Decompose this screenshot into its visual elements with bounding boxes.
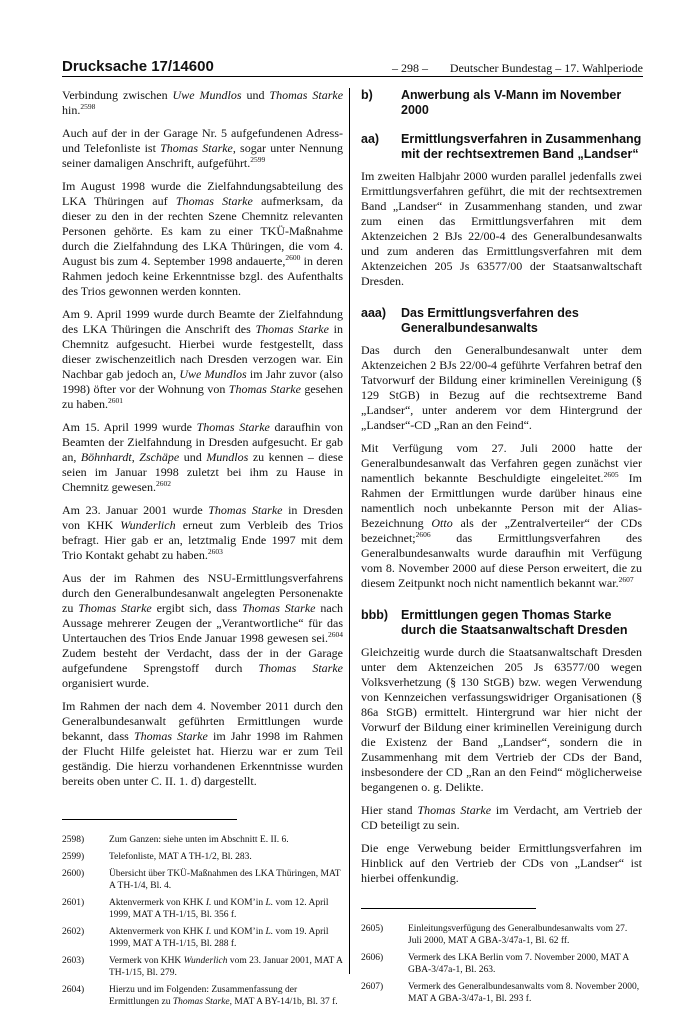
footnote-number: 2607) — [361, 982, 384, 992]
heading-text: Ermittlungen gegen Thomas Starke durch die Staatsanwaltschaft Dresden — [401, 608, 628, 637]
footnote-text: Vermerk von KHK Wunderlich vom 23. Januar 2001, MAT A TH-1/15, Bl. 279. — [109, 956, 343, 978]
paragraph: Gleichzeitig wurde durch die Staatsanwaltschaft Dresden unter dem Aktenzeichen 205 Js 63577/00 wegen Volksverhetzung (§ 130 StGB) bzw. wegen Verwendung von Kennzeichen verfassungswidriger Organisationen (§ 86a StGB) ermittelt. Hintergrund war hier nicht der Vorwurf der Bildung einer kriminellen Vereinigung durch die Existenz der Band „Landser“, sondern die in Zusammenhang mit dem Vertrieb der CDs der Band, insbesondere der CD „Ran an den Feind“ möglicherweise begangenen o. g. Delikte. — [361, 645, 642, 794]
right-column — [361, 88, 642, 1010]
paragraph: Verbindung zwischen Uwe Mundlos und Thomas Starke hin.$^{2598}$ — [62, 88, 344, 117]
paragraph: Aus der im Rahmen des NSU-Ermittlungsverfahrens durch den Generalbundesanwalt angelegten Personenakte zu Thomas Starke ergibt sich, dass Thomas Starke nach Aussage mehrerer Zeugen der „Verantwortliche“ für das Untertauchen des Trios Ende Januar 1998 gewesen sei.$^{2604}$ Zudem besteht der Verdacht, dass der in der Garage aufgefundene Sprengstoff durch Thomas Starke organisiert wurde. — [62, 571, 343, 690]
footnote-number: 2598) — [62, 835, 85, 845]
footnote-text: Telefonliste, MAT A TH-1/2, Bl. 283. — [109, 852, 252, 862]
footnote-number: 2600) — [62, 869, 85, 879]
footnote — [62, 868, 343, 892]
section-heading-aaa — [361, 306, 642, 336]
paragraph: Hier stand Thomas Starke im Verdacht, am Vertrieb der CD beteiligt zu sein. — [361, 803, 642, 832]
footnote — [62, 984, 343, 1008]
footnote-text: Zum Ganzen: siehe unten im Abschnitt E. II. 6. — [109, 835, 289, 845]
footnote — [62, 834, 343, 846]
paragraph: Auch auf der in der Garage Nr. 5 aufgefundenen Adress- und Telefonliste ist Thomas Starke, sogar unter Nennung seiner damaligen Anschrift, aufgeführt.$^{2599}$ — [62, 126, 343, 170]
paragraph: Das durch den Generalbundesanwalt unter dem Aktenzeichen 2 BJs 22/00-4 geführte Verfahren betraf den Tatvorwurf der Bildung einer kriminellen Vereinigung (§ 129 StGB) in Bezug auf die rechtsextreme Band „Landser“, unter anderem vor dem Hintergrund der „Landser“-CD „Ran an den Feind“. — [361, 343, 642, 432]
footnote-text: Übersicht über TKÜ-Maßnahmen des LKA Thüringen, MAT A TH-1/4, Bl. 4. — [109, 869, 341, 891]
paragraph: Die enge Verwebung beider Ermittlungsverfahren im Hinblick auf den Vertrieb der CDs von „Landser“ ist hierbei offenkundig. — [361, 841, 642, 885]
heading-text: Das Ermittlungsverfahren des Generalbundesanwalts — [401, 306, 579, 335]
page-header — [62, 58, 643, 78]
paragraph: Mit Verfügung vom 27. Juli 2000 hatte der Generalbundesanwalt das Verfahren gegen zunächst vier namentlich bekannte Beschuldigte eingeleitet.$^{2605}$ Im Rahmen der Ermittlungen wurde darüber hinaus eine namentlich noch unbekannte Person mit der Alias-Bezeichnung Otto als der „Zentralverteiler“ der CDs bezeichnet;$^{2606}$ das Ermittlungsverfahren des Generalbundesanwalts wurde daraufhin mit Verfügung vom 8. November 2000 auf diese Person erweitert, die zu diesem Zeitpunkt noch nicht namentlich bekannt war.$^{2607}$ — [361, 441, 642, 590]
footnote-text: Einleitungsverfügung des Generalbundesanwalts vom 27. Juli 2000, MAT A GBA-3/47a-1, Bl. 62 ff. — [408, 924, 628, 946]
heading-text: Anwerbung als V-Mann im November 2000 — [401, 88, 622, 117]
document-number: Drucksache 17/14600 — [62, 58, 214, 75]
footnote-number: 2601) — [62, 898, 85, 908]
footnote-text: Aktenvermerk von KHK I. und KOM’in L. vom 12. April 1999, MAT A TH-1/15, Bl. 356 f. — [109, 898, 329, 920]
footnote — [361, 952, 642, 976]
footnote-text: Hierzu und im Folgenden: Zusammenfassung der Ermittlungen zu Thomas Starke, MAT A BY-14/1b, Bl. 37 f. — [109, 985, 338, 1007]
heading-label: bbb) — [361, 608, 389, 622]
footnote-text: Aktenvermerk von KHK I. und KOM’in L. vom 19. April 1999, MAT A TH-1/15, Bl. 288 f. — [109, 927, 329, 949]
page-number: – 298 – — [392, 61, 428, 75]
footnote-number: 2603) — [62, 956, 85, 966]
paragraph: Im August 1998 wurde die Zielfahndungsabteilung des LKA Thüringen auf Thomas Starke aufmerksam, da dieser zu den in der rechten Szene Chemnitz relevanten Personen gehörte. Es kam zu einer TKÜ-Maßnahme durch die Zielfahndung des LKA Thüringen, die vom 4. August bis zum 4. September 1998 andauerte,$^{2600}$ in deren Rahmen jedoch keine Erkenntnisse bzgl. des Aufenthalts des Trios gewonnen werden konnten. — [62, 179, 343, 298]
paragraph: Am 15. April 1999 wurde Thomas Starke daraufhin von Beamten der Zielfahndung in Dresden aufgesucht. Er gab an, Böhnhardt, Zschäpe und Mundlos zu kennen – diese seien im Januar 1998 zuletzt bei ihm zu Hause in Chemnitz gewesen.$^{2602}$ — [62, 420, 344, 494]
footnote-number: 2604) — [62, 985, 85, 995]
footnote-rule — [361, 908, 536, 909]
paragraph: Am 9. April 1999 wurde durch Beamte der Zielfahndung des LKA Thüringen die Anschrift des Thomas Starke in Chemnitz aufgesucht. Hierbei wurde festgestellt, dass dieser zwischenzeitlich nach Dresden verzogen war. Ein Nachbar gab jedoch an, Uwe Mundlos im Jahr zuvor (also 1998) öfter vor der Wohnung von Thomas Starke gesehen zu haben.$^{2601}$ — [62, 307, 344, 411]
paragraph: Im Rahmen der nach dem 4. November 2011 durch den Generalbundesanwalt geführten Ermittlungen wurde bekannt, dass Thomas Starke im Jahr 1998 im Rahmen der Flucht Hilfe geleistet hat. Hierzu war er zum Teil geständig. Die hierzu vorhandenen Erkenntnisse wurden bereits oben unter C. II. 1. d) dargestellt. — [62, 699, 344, 788]
footnote-number: 2599) — [62, 852, 85, 862]
footnote-number: 2605) — [361, 924, 384, 934]
footnote — [361, 923, 642, 947]
paragraph: Am 23. Januar 2001 wurde Thomas Starke in Dresden von KHK Wunderlich erneut zum Verbleib des Trios befragt. Hier gab er an, letztmalig Ende 1997 mit dem Trio Kontakt gehabt zu haben.$^{2603}$ — [62, 503, 344, 562]
header-rule — [62, 76, 643, 77]
left-column — [62, 88, 343, 1013]
footnote — [62, 926, 343, 950]
footnote-text: Vermerk des LKA Berlin vom 7. November 2000, MAT A GBA-3/47a-1, Bl. 263. — [408, 953, 629, 975]
section-heading-b — [361, 88, 642, 118]
section-heading-bbb — [361, 608, 642, 638]
footnote — [62, 897, 343, 921]
footnote — [361, 981, 642, 1005]
footnote — [62, 851, 343, 863]
footnote-number: 2606) — [361, 953, 384, 963]
publisher-period: Deutscher Bundestag – 17. Wahlperiode — [449, 61, 643, 75]
heading-text: Ermittlungsverfahren in Zusammenhang mit der rechtsextremen Band „Landser“ — [401, 132, 642, 161]
heading-label: aaa) — [361, 306, 387, 320]
column-divider — [349, 88, 350, 974]
paragraph: Im zweiten Halbjahr 2000 wurden parallel jedenfalls zwei Ermittlungsverfahren geführt, die mit der rechtsextremen Band „Landser“ in Zusammenhang standen, und zwar zum einen das Ermittlungsverfahren mit dem Aktenzeichen 2 BJs 22/00-4 des Generalbundesanwalts und zum anderen das Ermittlungsverfahren mit dem Aktenzeichen 205 Js 63577/00 der Staatsanwaltschaft Dresden. — [361, 169, 642, 288]
heading-label: b) — [361, 88, 373, 102]
section-heading-aa — [361, 132, 642, 162]
footnote-text: Vermerk des Generalbundesanwalts vom 8. November 2000, MAT A GBA-3/47a-1, Bl. 293 f. — [408, 982, 640, 1004]
footnote-rule — [62, 819, 237, 820]
heading-label: aa) — [361, 132, 380, 146]
footnote-number: 2602) — [62, 927, 85, 937]
footnote — [62, 955, 343, 979]
